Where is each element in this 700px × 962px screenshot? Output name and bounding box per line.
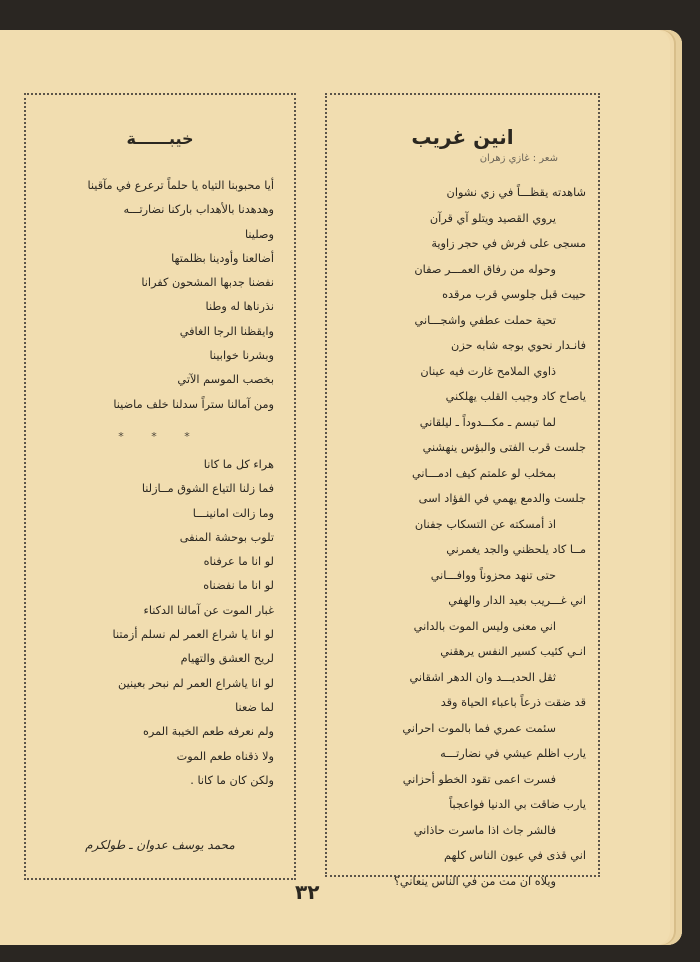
poem-line: جلست والدمع يهمي في الفؤاد اسى [418, 492, 586, 505]
left-poem-frame [24, 93, 296, 880]
poem-line: لريح العشق والتهيام [180, 652, 274, 666]
poem-line: ولكن كان ما كانا . [190, 773, 274, 787]
poem-line: وبشرنا خوابينا [209, 349, 274, 363]
poem-line: اني معنى وليس الموت بالداني [413, 619, 556, 633]
poem-line: اذ أمسكته عن التسكاب جفنان [414, 517, 556, 531]
poem-line: فالشر جاث اذا ماسرت حاذاني [413, 823, 556, 837]
poem-line: أضالعنا وأودينا بظلمتها [171, 251, 274, 265]
poem-line: ويلاه ان مت من في الناس ينعاني؟ [393, 874, 556, 888]
poem-line: لما تبسم ـ مكـــدوداً ـ ليلقاني [419, 415, 556, 429]
poem-line: تلوب بوحشة المنفى [179, 530, 274, 544]
left-poem-lines [26, 174, 294, 793]
poem-line: نذرناها له وطنا [205, 300, 274, 314]
poem-line: وصلينا [244, 227, 274, 241]
poem-line: أيا محبوبنا التياه يا حلماً ترعرع في مآقينا [87, 179, 274, 192]
poem-line: قد ضقت ذرعاً باعباء الحياة وقد [440, 696, 586, 709]
poem-line: غبار الموت عن آمالنا الدكناء [143, 603, 274, 617]
poem-line: يارب اظلم عيشي في نضارتـــه [440, 747, 586, 760]
poem-line: هراء كل ما كانا [203, 457, 274, 471]
poem-line: لو انا ما نفضناه [203, 579, 274, 593]
poem-line: وهدهدنا بالأهداب باركنا نضارتـــه [123, 203, 274, 217]
poem-line: لو انا يا شراع العمر لم نسلم أزمتنا [112, 628, 274, 642]
poem-line: وحوله من رفاق العمـــر صفان [414, 262, 556, 276]
poem-line: ياصاح كاد وجيب القلب يهلكني [445, 390, 586, 403]
right-poem-lines [327, 180, 598, 894]
poem-line: ثقل الحديـــد وان الدهر اشقاني [409, 670, 556, 684]
left-poem-signature: محمد يوسف عدوان ـ طولكرم [85, 838, 235, 852]
poem-line: يارب ضاقت بي الدنيا فواعجباً [449, 798, 586, 811]
poem-line: وايقظنا الرجا الغافي [179, 324, 274, 338]
poem-line: نفضنا جدبها المشحون كفرانا [141, 276, 274, 290]
poem-line: لو انا ما عرفناه [203, 555, 274, 569]
poem-line: ولا ذقناه طعم الموت [176, 749, 274, 763]
page-number: ٣٢ [295, 880, 320, 904]
poem-line: ولم نعرفه طعم الخيبة المره [142, 725, 274, 739]
poem-line: مسجى على فرش في حجر زاوية [431, 237, 586, 250]
poem-line: اني غـــريب بعيد الدار والهفي [448, 594, 586, 607]
section-separator: * * * [118, 429, 202, 443]
poem-line: وما زالت امانينـــا [192, 506, 274, 520]
poem-line: بخصب الموسم الآتي [177, 373, 274, 387]
right-poem-frame [325, 93, 600, 888]
poem-line: فسرت اعمى تقود الخطو أحزاني [402, 772, 556, 786]
poem-line: فما زلنا التياع الشوق مــازلنا [141, 482, 274, 496]
poem-line: بمخلب لو علمتم كيف ادمـــاني [411, 466, 556, 480]
poem-line: اني قذى في عيون الناس كلهم [444, 849, 586, 862]
right-poem-author: شعر : غازي زهران [479, 153, 558, 164]
poem-line: جلست قرب الفتى والبؤس ينهشني [422, 441, 586, 454]
poem-line: لما ضعنا [235, 700, 274, 714]
poem-line: حييت قبل جلوسي قرب مرقده [442, 288, 586, 301]
poem-line: ومن آمالنا ستراً سدلنا خلف ماضينا [113, 397, 274, 411]
right-poem-title: انين غريب [411, 125, 514, 149]
poem-line: يروي القصيد ويتلو آي قرآن [429, 211, 556, 225]
poem-line: فانـدار نحوي بوجه شابه حزن [451, 339, 586, 352]
left-poem-title: خيبــــــة [126, 129, 194, 148]
poem-line: انـي كئيب كسير النفس يرهقني [440, 645, 586, 658]
poem-line: تحية حملت عطفي واشجـــاني [414, 313, 556, 327]
poem-line: مــا كاد يلحظني والجد يغمرني [446, 543, 586, 556]
poem-line: ذاوي الملامح غارت فيه عينان [420, 364, 556, 378]
poem-line: حتى تنهد محزوناً ووافـــاني [430, 568, 556, 582]
poem-line: سئمت عمري فما بالموت احراني [402, 721, 556, 735]
poem-line: لو انا ياشراع العمر لم نبحر بعينين [118, 676, 274, 690]
poem-line: شاهدته يقظـــاً في زي نشوان [446, 186, 586, 199]
magazine-page [0, 30, 682, 945]
